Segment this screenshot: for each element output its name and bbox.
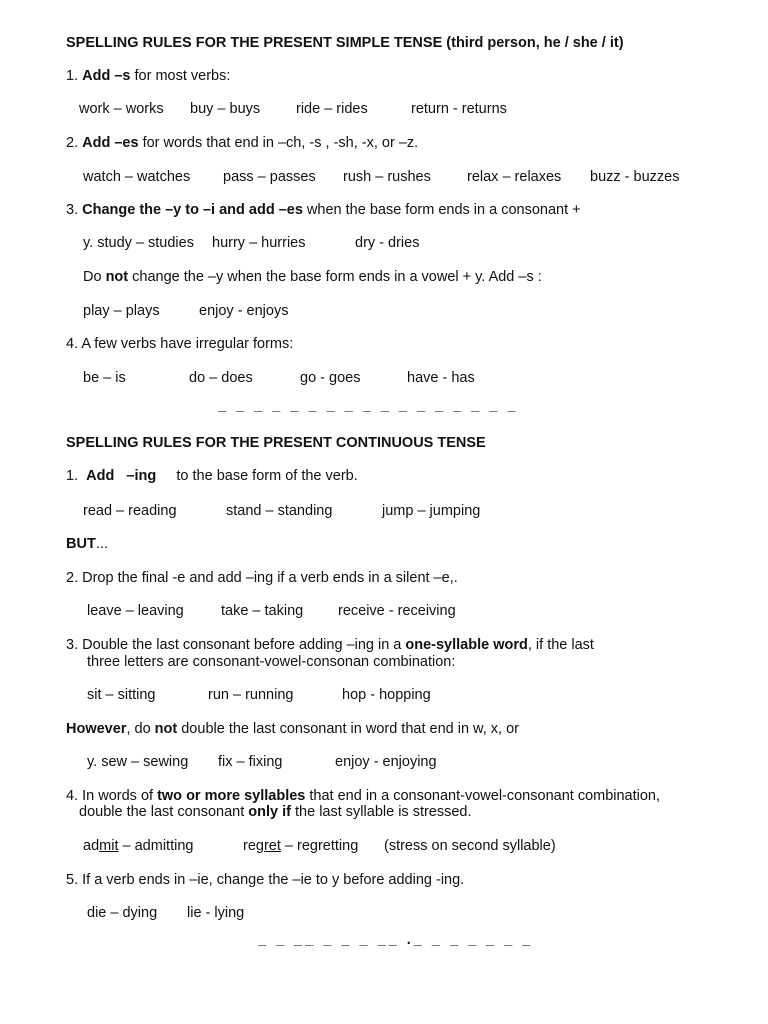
rule-text: for words that end in –ch, -s , -sh, -x, or –z. bbox=[138, 135, 419, 151]
section-separator: _ _ __ _ _ _ __ ._ _ _ _ _ _ _ bbox=[258, 932, 534, 948]
example: go - goes bbox=[300, 370, 361, 386]
continuous-heading: SPELLING RULES FOR THE PRESENT CONTINUOUS TENSE bbox=[66, 435, 486, 451]
continuous-rule-3 bbox=[66, 636, 594, 654]
example: take – taking bbox=[221, 603, 304, 619]
example: rush – rushes bbox=[343, 169, 431, 185]
example: stand – standing bbox=[226, 503, 333, 519]
example: do – does bbox=[189, 370, 253, 386]
rule-text: double the last consonant bbox=[79, 804, 249, 820]
continuous-but bbox=[66, 535, 108, 553]
rule-text: to the base form of the verb. bbox=[156, 468, 358, 484]
however-label: However bbox=[66, 721, 127, 737]
example: be – is bbox=[83, 370, 126, 386]
simple-rule-1 bbox=[66, 67, 230, 85]
rule-number: 1. bbox=[66, 468, 87, 484]
rule-text: , if the last bbox=[527, 637, 594, 653]
example: watch – watches bbox=[83, 169, 191, 185]
stressed-syllable: mit bbox=[99, 838, 119, 854]
simple-examples-3b bbox=[83, 302, 288, 320]
example: enjoy - enjoys bbox=[199, 303, 289, 319]
continuous-rule-4-line2 bbox=[79, 803, 472, 821]
continuous-examples-however bbox=[87, 753, 437, 771]
example: ride – rides bbox=[296, 101, 368, 117]
example: relax – relaxes bbox=[467, 169, 562, 185]
but-ellipsis: ... bbox=[95, 536, 108, 552]
rule-text: that end in a consonant-vowel-consonant combination, bbox=[305, 788, 661, 804]
rule-keyword: Add –es bbox=[82, 135, 139, 151]
continuous-rule-3-line2: three letters are consonant-vowel-consonan combination: bbox=[87, 654, 456, 670]
example: return - returns bbox=[411, 101, 507, 117]
rule-text: 4. In words of bbox=[66, 788, 158, 804]
example: jump – jumping bbox=[382, 503, 481, 519]
rule-number: 1. bbox=[66, 68, 83, 84]
rule-keyword: not bbox=[105, 269, 129, 285]
continuous-rule-1 bbox=[66, 467, 358, 485]
rule-keyword: Add –s bbox=[82, 68, 131, 84]
rule-text: Do bbox=[83, 269, 106, 285]
continuous-examples-3 bbox=[87, 686, 431, 704]
simple-examples-4 bbox=[83, 369, 475, 387]
simple-examples-3 bbox=[83, 234, 419, 252]
rule-text: double the last consonant in word that end in w, x, or bbox=[177, 721, 519, 737]
example: run – running bbox=[208, 687, 294, 703]
example: buy – buys bbox=[190, 101, 261, 117]
example-regret bbox=[243, 837, 384, 855]
continuous-examples-2 bbox=[87, 602, 456, 620]
example: dry - dries bbox=[355, 235, 420, 251]
simple-rule-3b bbox=[83, 268, 542, 286]
rule-number: 2. bbox=[66, 135, 83, 151]
stress-note: (stress on second syllable) bbox=[384, 838, 556, 854]
rule-number: 3. bbox=[66, 202, 83, 218]
simple-heading-title: SPELLING RULES FOR THE PRESENT SIMPLE TENSE bbox=[66, 35, 443, 51]
continuous-however bbox=[66, 720, 519, 738]
simple-heading-note: (third person, he / she / it) bbox=[446, 35, 624, 51]
simple-rule-2 bbox=[66, 134, 418, 152]
example: hurry – hurries bbox=[212, 235, 306, 251]
stressed-syllable: ret bbox=[263, 838, 281, 854]
continuous-examples-4 bbox=[83, 837, 556, 855]
simple-rule-3 bbox=[66, 201, 581, 219]
example: pass – passes bbox=[223, 169, 316, 185]
rule-keyword: two or more syllables bbox=[157, 788, 306, 804]
rule-keyword: only if bbox=[248, 804, 291, 820]
example: y. study – studies bbox=[83, 235, 194, 251]
example: buzz - buzzes bbox=[590, 169, 680, 185]
simple-heading bbox=[66, 34, 624, 52]
rule-text: 3. Double the last consonant before adding –ing in a bbox=[66, 637, 406, 653]
simple-rule-4: 4. A few verbs have irregular forms: bbox=[66, 336, 294, 352]
example: sit – sitting bbox=[87, 687, 156, 703]
continuous-rule-5: 5. If a verb ends in –ie, change the –ie to y before adding -ing. bbox=[66, 872, 465, 888]
example: work – works bbox=[79, 101, 164, 117]
rule-text: the last syllable is stressed. bbox=[291, 804, 472, 820]
rule-text: when the base form ends in a consonant + bbox=[302, 202, 581, 218]
example: read – reading bbox=[83, 503, 177, 519]
example-part: ad bbox=[83, 838, 100, 854]
example-part: – regretting bbox=[280, 838, 359, 854]
but-label: BUT bbox=[66, 536, 96, 552]
continuous-examples-1 bbox=[83, 502, 480, 520]
example: y. sew – sewing bbox=[87, 754, 189, 770]
continuous-examples-5 bbox=[87, 904, 244, 922]
example: lie - lying bbox=[187, 905, 245, 921]
example: hop - hopping bbox=[342, 687, 431, 703]
example: have - has bbox=[407, 370, 475, 386]
rule-text: , do bbox=[126, 721, 155, 737]
simple-examples-2 bbox=[83, 168, 679, 186]
section-separator: _ _ _ _ _ _ _ _ _ _ _ _ _ _ _ _ _ bbox=[218, 398, 519, 414]
example-part: – admitting bbox=[118, 838, 194, 854]
example-part: reg bbox=[243, 838, 264, 854]
example: leave – leaving bbox=[87, 603, 184, 619]
rule-keyword: not bbox=[154, 721, 178, 737]
example: fix – fixing bbox=[218, 754, 283, 770]
example-admit bbox=[83, 837, 243, 855]
simple-examples-1 bbox=[79, 100, 507, 118]
example: enjoy - enjoying bbox=[335, 754, 437, 770]
rule-keyword: Change the –y to –i and add –es bbox=[82, 202, 303, 218]
rule-text: change the –y when the base form ends in a vowel + y. Add –s : bbox=[128, 269, 542, 285]
continuous-rule-2: 2. Drop the final -e and add –ing if a verb ends in a silent –e,. bbox=[66, 570, 458, 586]
rule-keyword: one-syllable word bbox=[405, 637, 528, 653]
example: receive - receiving bbox=[338, 603, 456, 619]
example: play – plays bbox=[83, 303, 160, 319]
example: die – dying bbox=[87, 905, 158, 921]
rule-text: for most verbs: bbox=[130, 68, 231, 84]
rule-keyword: Add –ing bbox=[86, 468, 157, 484]
